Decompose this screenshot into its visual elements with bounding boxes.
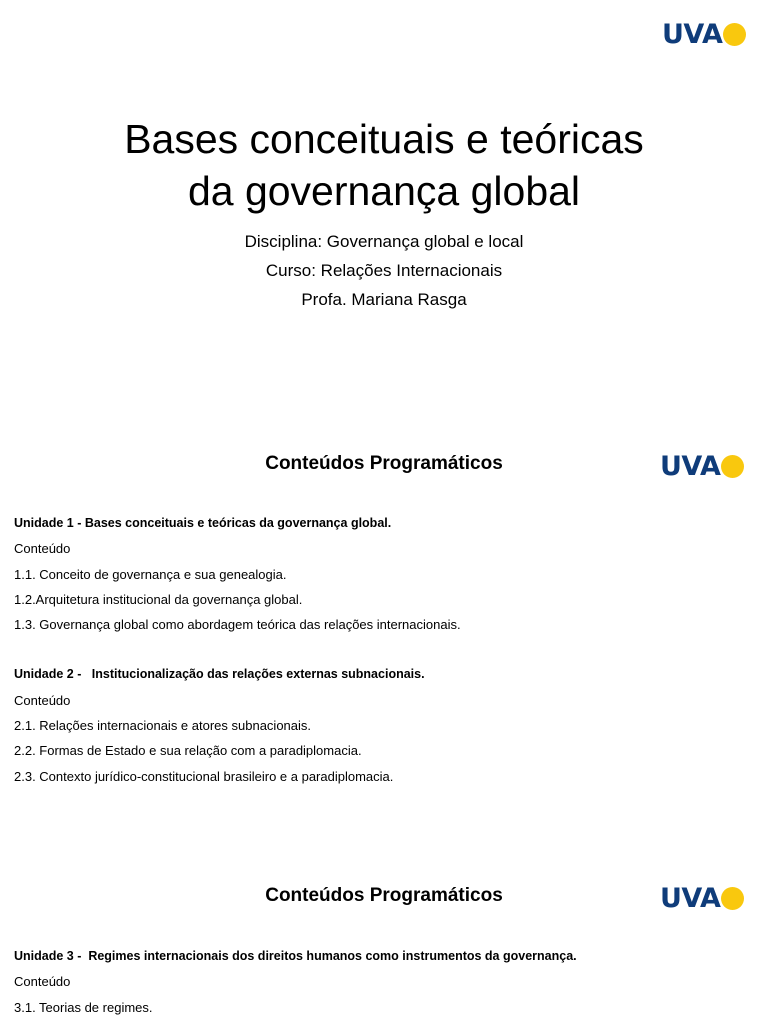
unit-2-content-label: Conteúdo [14,692,71,708]
section-heading: Conteúdos Programáticos [265,885,503,906]
list-item: 1.1. Conceito de governança e sua genealogia. [14,566,287,582]
unit-3-content-label: Conteúdo [14,974,71,990]
curso-line: Curso: Relações Internacionais [265,261,503,280]
presentation-title [0,113,768,217]
unit-1-content-label: Conteúdo [14,541,71,557]
slide-title [0,0,768,430]
section-heading: Conteúdos Programáticos [265,453,503,474]
title-line-1: Bases conceituais e teóricas [124,116,644,162]
logo-text: UVA [662,19,723,50]
uva-logo [662,21,746,48]
content-list [14,511,758,789]
content-list [14,944,758,1020]
list-item: 2.3. Contexto jurídico-constitucional brasileiro e a paradiplomacia. [14,768,394,784]
unit-2-title: Unidade 2 - Institucionalização das relações externas subnacionais. [14,667,425,682]
subtitle-block [0,227,768,314]
list-item: 2.2. Formas de Estado e sua relação com a paradiplomacia. [14,743,362,759]
logo-text: UVA [660,451,721,482]
slide-conteudos-2 [0,862,768,1024]
title-line-2: da governança global [187,168,581,214]
professora-line: Profa. Mariana Rasga [301,290,467,309]
logo-text: UVA [660,883,721,914]
unit-3-title: Unidade 3 - Regimes internacionais dos direitos humanos como instrumentos da governança. [14,949,577,963]
unit-1-title: Unidade 1 - Bases conceituais e teóricas da governança global. [14,516,392,530]
slide-conteudos-1 [0,430,768,862]
logo-dot-icon [723,23,746,46]
disciplina-line: Disciplina: Governança global e local [244,232,524,251]
list-item: 1.2.Arquitetura institucional da governança global. [14,591,303,607]
list-item: 1.3. Governança global como abordagem teórica das relações internacionais. [14,617,461,633]
list-item: 3.1. Teorias de regimes. [14,999,153,1015]
list-item: 2.1. Relações internacionais e atores subnacionais. [14,718,312,734]
